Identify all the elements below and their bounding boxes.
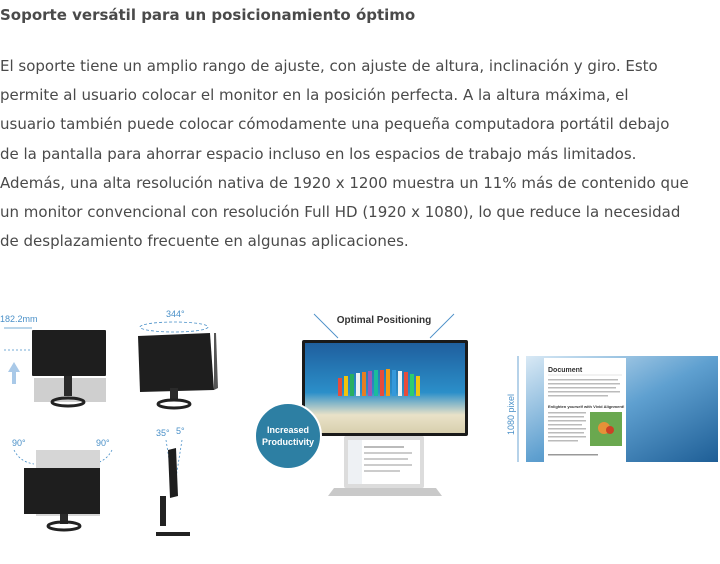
section-title: Soporte versátil para un posicionamiento óptimo <box>0 6 416 24</box>
pivot-left-label: 90° <box>12 438 26 448</box>
paragraph-line: de desplazamiento frecuente en algunas aplicaciones. <box>0 232 409 251</box>
paragraph-line: de la pantalla para ahorrar espacio incluso en los espacios de trabajo más limitados. <box>0 144 637 163</box>
document-heading: Enlighten yourself with Vivid Alignment! <box>548 404 625 409</box>
up-arrow-icon <box>8 362 20 384</box>
pivot-figure <box>12 438 112 530</box>
laptop-base <box>328 488 442 496</box>
swivel-label: 344° <box>166 309 185 319</box>
positioning-label: Optimal Positioning <box>336 315 432 326</box>
paragraph-line: un monitor convencional con resolución Full HD (1920 x 1080), lo que reduce la necesidad <box>0 203 681 222</box>
height-adjust-figure <box>0 314 106 406</box>
height-label: 182.2mm <box>0 314 38 324</box>
pivot-right-label: 90° <box>96 438 110 448</box>
tilt-figure <box>156 426 190 536</box>
badge-line2: Productivity <box>261 437 315 447</box>
swivel-figure <box>138 309 218 408</box>
resolution-axis-label: 1080 pixel <box>506 393 516 435</box>
tilt-back-label: 35° <box>156 428 170 438</box>
paragraph-line: usuario también puede colocar cómodamente una pequeña computadora portátil debajo <box>0 115 670 134</box>
adjustment-illustrations <box>0 300 240 550</box>
monitor-screen <box>305 343 465 433</box>
paragraph-line: permite al usuario colocar el monitor en la posición perfecta. A la altura máxima, el <box>0 86 629 105</box>
tilt-forward-label: 5° <box>176 426 185 436</box>
resolution-illustration <box>500 350 720 470</box>
productivity-badge <box>255 403 321 469</box>
badge-line1: Increased <box>266 425 310 435</box>
paragraph-line: El soporte tiene un amplio rango de ajuste, con ajuste de altura, inclinación y giro. Esto <box>0 57 658 75</box>
document-title: Document <box>548 367 583 374</box>
paragraph-line: Además, una alta resolución nativa de 1920 x 1200 muestra un 11% más de contenido que <box>0 173 689 192</box>
positioning-illustration <box>250 306 490 506</box>
description-paragraph <box>0 52 720 256</box>
